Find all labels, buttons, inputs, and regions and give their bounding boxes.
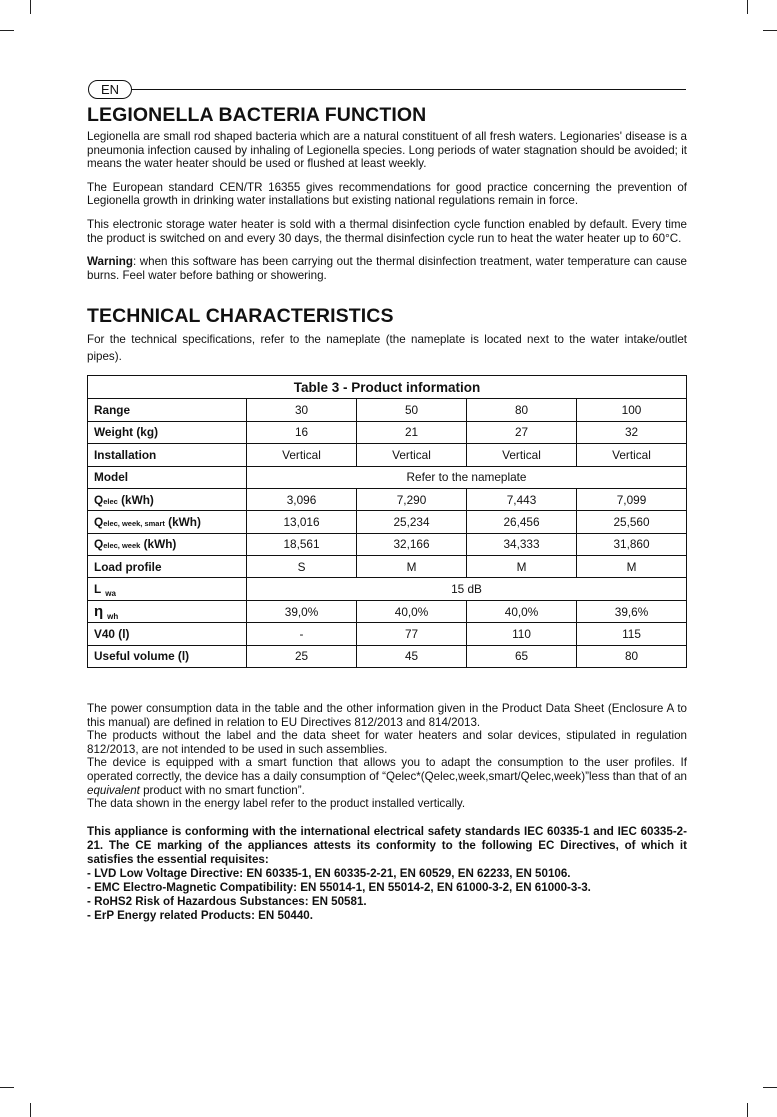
row-label	[88, 511, 247, 533]
table-cell: 39,0%	[247, 600, 357, 622]
table-row	[88, 444, 687, 466]
table-cell: 16	[247, 421, 357, 443]
row-label-symbol: Q	[94, 492, 104, 507]
table-cell: 77	[357, 623, 467, 645]
row-label: Installation	[88, 444, 247, 466]
row-label-symbol: Q	[94, 537, 104, 552]
table-cell: 80	[467, 399, 577, 421]
crop-mark	[30, 0, 31, 14]
row-label-symbol: Q	[94, 514, 104, 529]
table-cell: 7,443	[467, 488, 577, 510]
row-label-subscript: elec	[103, 496, 118, 506]
row-label-subscript: wa	[105, 589, 116, 599]
table-cell: 80	[577, 645, 687, 667]
table-cell: 100	[577, 399, 687, 421]
row-label-unit: (kWh)	[164, 514, 201, 529]
conformity-intro: This appliance is conforming with the international electrical safety standards IEC 60335-1 and IEC 60335-2-21. The CE marking of the appliances attests its conformity to the following EC Directives, of which it satisfies the essential requisites:	[87, 824, 687, 866]
table-cell: 65	[467, 645, 577, 667]
table-cell: 32,166	[357, 533, 467, 555]
row-label: Useful volume (l)	[88, 645, 247, 667]
legionella-paragraph-1: Legionella are small rod shaped bacteria which are a natural constituent of all fresh waters. Legionaries' disease is a pneumonia infection caused by inhaling of Legionella species. Long periods of water stagnation should be avoided; it means the water heater should be used or flushed at least weekly.	[87, 130, 687, 171]
page-content	[87, 104, 687, 923]
table-cell: M	[467, 556, 577, 578]
table-row	[88, 511, 687, 533]
table-cell: 25,560	[577, 511, 687, 533]
table-cell: Vertical	[357, 444, 467, 466]
table-cell: M	[577, 556, 687, 578]
conformity-section	[87, 825, 687, 923]
row-label-subscript: wh	[107, 612, 119, 622]
technical-heading: TECHNICAL CHARACTERISTICS	[87, 305, 394, 328]
table-cell: Vertical	[577, 444, 687, 466]
note-consumption-data: The power consumption data in the table and the other information given in the Product Data Sheet (Enclosure A to this manual) are defined in relation to EU Directives 812/2013 and 814/2013.	[87, 702, 687, 729]
notes-section	[87, 702, 687, 811]
row-label-symbol: η	[94, 603, 104, 621]
legionella-paragraph-3: This electronic storage water heater is sold with a thermal disinfection cycle function enabled by default. Every time the product is switched on and every 30 days, the thermal disinfection cycle run to heat the water heater up to 60°C.	[87, 217, 687, 245]
table-cell: 40,0%	[357, 600, 467, 622]
table-cell: 25	[247, 645, 357, 667]
table-cell: 115	[577, 623, 687, 645]
directive-item: - ErP Energy related Products: EN 50440.	[87, 908, 313, 922]
table-cell: 15 dB	[247, 578, 687, 600]
table-cell: 32	[577, 421, 687, 443]
crop-mark	[747, 1103, 748, 1117]
table-row	[88, 533, 687, 555]
table-cell: 27	[467, 421, 577, 443]
crop-mark	[30, 1103, 31, 1117]
crop-mark	[763, 30, 777, 31]
table-cell: 34,333	[467, 533, 577, 555]
table-cell: M	[357, 556, 467, 578]
technical-intro: For the technical specifications, refer to the nameplate (the nameplate is located next to the water intake/outlet pipes).	[87, 333, 687, 364]
table-cell: 26,456	[467, 511, 577, 533]
row-label-subscript: elec, week	[103, 541, 141, 551]
row-label	[88, 600, 247, 622]
row-label-subscript: elec, week, smart	[103, 518, 165, 528]
note-energy-label: The data shown in the energy label refer to the product installed vertically.	[87, 797, 466, 811]
table-cell: 40,0%	[467, 600, 577, 622]
note-label-datasheet: The products without the label and the data sheet for water heaters and solar devices, stipulated in regulation 812/2013, are not intended to be used in such assemblies.	[87, 729, 687, 756]
table-caption: Table 3 - Product information	[88, 376, 687, 399]
header-rule	[118, 89, 686, 90]
row-label-unit: (kWh)	[140, 537, 177, 552]
warning-text: : when this software has been carrying out the thermal disinfection treatment, water temperature can cause burns. Feel water before bathing or showering.	[87, 255, 687, 282]
row-label-unit: (kWh)	[117, 492, 154, 507]
table-cell: 110	[467, 623, 577, 645]
crop-mark	[763, 1087, 777, 1088]
legionella-heading: LEGIONELLA BACTERIA FUNCTION	[87, 104, 427, 126]
row-label: Range	[88, 399, 247, 421]
language-header	[88, 80, 686, 100]
row-label: Model	[88, 466, 247, 488]
row-label: V40 (l)	[88, 623, 247, 645]
table-cell: 7,099	[577, 488, 687, 510]
table-cell: 25,234	[357, 511, 467, 533]
table-row	[88, 466, 687, 488]
table-row	[88, 578, 687, 600]
row-label: Load profile	[88, 556, 247, 578]
table-row	[88, 421, 687, 443]
crop-mark	[0, 30, 14, 31]
directive-item: - EMC Electro-Magnetic Compatibility: EN 55014-1, EN 55014-2, EN 61000-3-2, EN 61000-3-3.	[87, 880, 591, 894]
table-cell: Vertical	[247, 444, 357, 466]
directive-item: - LVD Low Voltage Directive: EN 60335-1, EN 60335-2-21, EN 60529, EN 62233, EN 50106.	[87, 866, 571, 880]
table-row	[88, 399, 687, 421]
table-row	[88, 623, 687, 645]
crop-mark	[747, 0, 748, 14]
product-info-table	[87, 375, 687, 668]
note-smart-function	[87, 756, 687, 797]
table-cell: 18,561	[247, 533, 357, 555]
table-row	[88, 645, 687, 667]
row-label: Weight (kg)	[88, 421, 247, 443]
table-row	[88, 488, 687, 510]
legionella-paragraph-2: The European standard CEN/TR 16355 gives recommendations for good practice concerning the prevention of Legionella growth in drinking water installations but existing national regulations remain in force.	[87, 180, 687, 208]
table-cell: Vertical	[467, 444, 577, 466]
table-row	[88, 600, 687, 622]
table-cell: 30	[247, 399, 357, 421]
row-label	[88, 533, 247, 555]
table-cell: 39,6%	[577, 600, 687, 622]
table-cell: Refer to the nameplate	[247, 466, 687, 488]
table-cell: 13,016	[247, 511, 357, 533]
crop-mark	[0, 1087, 14, 1088]
note-smart-italic: equivalent	[87, 783, 140, 797]
table-cell: 31,860	[577, 533, 687, 555]
note-smart-text-1: The device is equipped with a smart function that allows you to adapt the consumption to the user profiles. If operated correctly, the device has a daily consumption of “Qelec*(Qelec,week,smart/Qelec,week)”less than that of an	[87, 756, 687, 783]
warning-paragraph	[87, 255, 687, 282]
directive-item: - RoHS2 Risk of Hazardous Substances: EN 50581.	[87, 894, 367, 908]
table-cell: -	[247, 623, 357, 645]
table-cell: 21	[357, 421, 467, 443]
row-label	[88, 488, 247, 510]
table-row	[88, 556, 687, 578]
table-cell: 45	[357, 645, 467, 667]
row-label-symbol: L	[94, 582, 102, 597]
table-cell: 7,290	[357, 488, 467, 510]
row-label	[88, 578, 247, 600]
warning-label: Warning	[87, 255, 133, 269]
language-badge: EN	[88, 80, 132, 99]
table-cell: S	[247, 556, 357, 578]
table-cell: 50	[357, 399, 467, 421]
table-cell: 3,096	[247, 488, 357, 510]
note-smart-text-2: product with no smart function”.	[139, 783, 305, 797]
